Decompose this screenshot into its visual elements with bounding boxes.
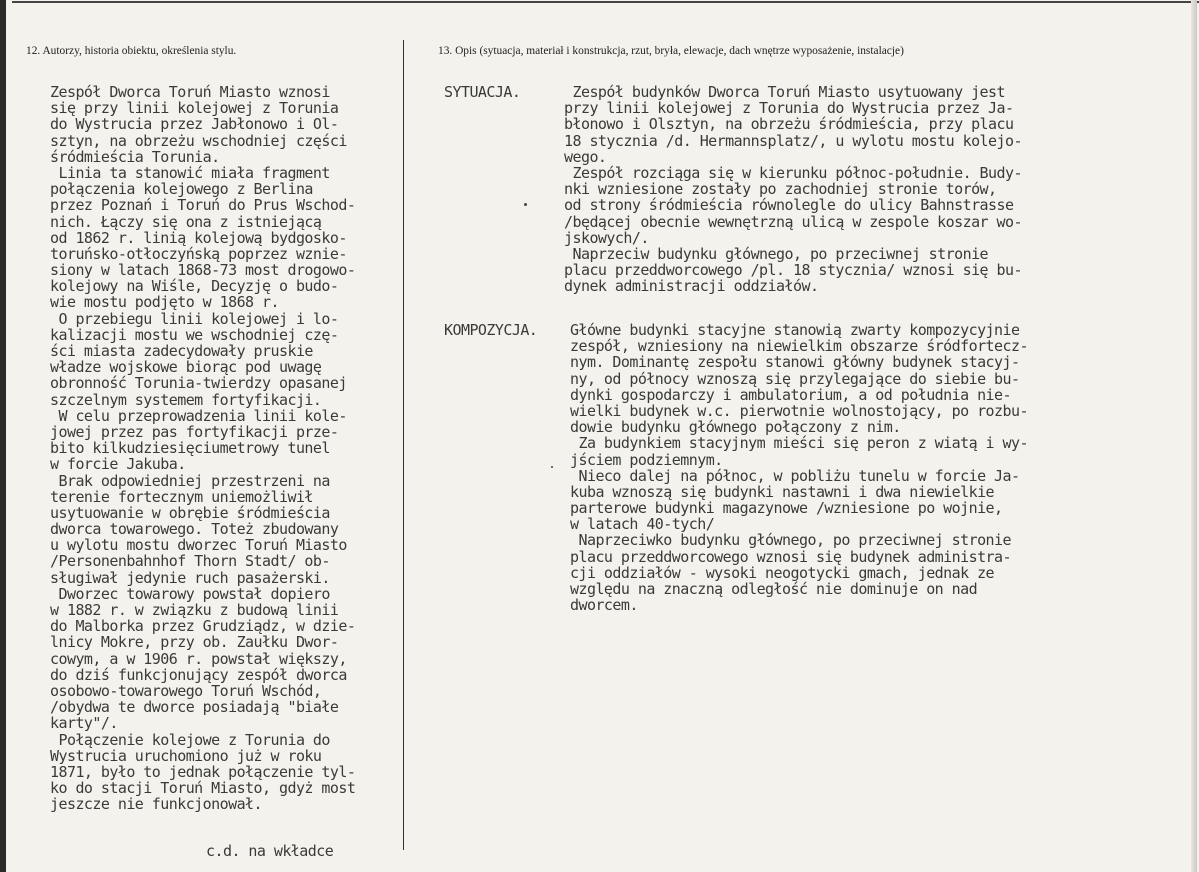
text-line: szczelnym systemem fortyfikacji. — [50, 390, 322, 409]
history-column — [50, 84, 402, 812]
text-line: nich. Łączy się ona z istniejącą — [50, 212, 322, 231]
text-line: ści miasta zadecydowały pruskie — [50, 342, 313, 360]
text-line: usytuowanie w obrębie śródmieścia — [50, 503, 330, 522]
text-line: sługiwał jedynie ruch pasażerski. — [50, 568, 330, 587]
text-line: władze wojskowe biorąc pod uwagę — [50, 358, 322, 377]
page-edge — [1191, 0, 1197, 872]
section-text — [564, 84, 1022, 294]
text-line: W celu przeprowadzenia linii kole- — [50, 406, 347, 425]
section-text — [570, 322, 1028, 613]
text-line: Zespół Dworca Toruń Miasto wznosi — [50, 83, 330, 101]
text-line: toruńsko-otłoczyńską poprzez wznie- — [50, 244, 347, 263]
text-line: dworca towarowego. Toteż zbudowany — [50, 520, 339, 539]
column-divider — [403, 40, 404, 850]
text-line: siony w latach 1868-73 most drogowo- — [50, 261, 356, 280]
text-line: śródmieścia Torunia. — [50, 147, 220, 166]
text-line: placu przeddworcowego wznosi się budynek administra- — [570, 547, 1012, 566]
text-line: 1871, było to jednak połączenie tyl- — [50, 762, 356, 781]
text-line: kalizacji mostu we wschodniej czę- — [50, 325, 339, 344]
text-line: /obydwa te dworce posiadają "białe — [50, 698, 339, 717]
text-line: ko do stacji Toruń Miasto, gdyż most — [50, 779, 356, 798]
text-line: w 1882 r. w związku z budową linii — [50, 601, 339, 619]
text-line: dynek administracji oddziałów. — [564, 277, 819, 296]
text-line: /będącej obecnie wewnętrzną ulicą w zespole koszar wo- — [564, 212, 1022, 231]
text-line: w latach 40-tych/ — [570, 515, 715, 534]
text-line: lnicy Mokre, przy ob. Zaułku Dwor- — [50, 633, 339, 652]
text-line: Główne budynki stacyjne stanowią zwarty kompozycyjnie — [570, 321, 1020, 339]
text-line: Za budynkiem stacyjnym mieści się peron z wiatą i wy- — [570, 434, 1028, 453]
text-line: Wystrucia uruchomiono już w roku — [50, 746, 322, 765]
text-line: osobowo-towarowego Toruń Wschód, — [50, 681, 322, 700]
section-label: KOMPOZYCJA. — [444, 321, 538, 339]
text-line: błonowo i Olsztyn, na obrzeżu śródmieścia, przy placu — [564, 115, 1014, 134]
text-line: jowej przez pas fortyfikacji prze- — [50, 422, 339, 441]
text-line: karty"/. — [50, 714, 118, 733]
text-line: jskowych/. — [564, 228, 649, 247]
text-line: Naprzeciwko budynku głównego, po przeciwnej stronie — [570, 531, 1012, 550]
text-line: obronność Torunia-twierdzy opasanej — [50, 374, 347, 393]
text-line: dynki gospodarczy i ambulatorium, a od południa nie- — [570, 385, 1012, 404]
text-line: wego. — [564, 147, 607, 166]
ink-speck — [524, 203, 527, 206]
text-line: przez Poznań i Toruń do Prus Wschod- — [50, 196, 356, 215]
text-line: względu na znaczną odległość nie dominuje on nad — [570, 580, 978, 598]
text-line: dworcem. — [570, 596, 638, 615]
text-line: do Malborka przez Grudziądz, w dzie- — [50, 617, 356, 636]
text-line: O przebiegu linii kolejowej i lo- — [50, 309, 339, 328]
header-description: 13. Opis (sytuacja, materiał i konstrukcja, rzut, bryła, elewacje, dach wnętrze wyposażenie, instalacje) — [438, 45, 904, 57]
text-line: sztyn, na obrzeżu wschodniej części — [50, 131, 347, 150]
text-line: do Wystrucia przez Jabłonowo i Ol- — [50, 115, 339, 134]
ink-speck — [551, 466, 553, 468]
text-line: terenie fortecznym uniemożliwił — [50, 487, 313, 506]
text-line: przy linii kolejowej z Torunia do Wystrucia przez Ja- — [564, 99, 1014, 118]
text-line: cowym, a w 1906 r. powstał większy, — [50, 649, 347, 668]
text-line: 18 stycznia /d. Hermannsplatz/, u wylotu mostu kolejo- — [564, 131, 1022, 150]
text-line: Brak odpowiedniej przestrzeni na — [50, 471, 330, 490]
text-line: jeszcze nie funkcjonował. — [50, 795, 263, 814]
header-authors-history: 12. Autorzy, historia obiektu, określenia stylu. — [26, 45, 237, 57]
text-line: wielki budynek w.c. pierwotnie wolnostojący, po rozbu- — [570, 401, 1028, 420]
text-line: Dworzec towarowy powstał dopiero — [50, 584, 330, 603]
text-line: Połączenie kolejowe z Torunia do — [50, 730, 330, 749]
text-line: cji oddziałów - wysoki neogotycki gmach, jednak ze — [570, 563, 995, 582]
text-line: kolejowy na Wiśle, Decyzję o budo- — [50, 277, 339, 296]
text-line: /Personenbahnhof Thorn Stadt/ ob- — [50, 552, 330, 571]
text-line: ny, od północy wznoszą się przylegające do siebie bu- — [570, 369, 1020, 388]
text-line: placu przeddworcowego /pl. 18 stycznia/ wznosi się bu- — [564, 261, 1022, 280]
top-rule — [12, 1, 1199, 3]
text-line: połączenia kolejowego z Berlina — [50, 180, 313, 199]
text-line: w forcie Jakuba. — [50, 455, 186, 474]
text-line: wie mostu podjęto w 1868 r. — [50, 293, 279, 312]
text-line: jściem podziemnym. — [570, 450, 723, 469]
text-line: zespół, wzniesiony na niewielkim obszarze śródfortecz- — [570, 337, 1028, 356]
text-line: od strony śródmieścia równolegle do ulicy Bahnstrasse — [564, 196, 1014, 215]
text-line: od 1862 r. linią kolejową bydgosko- — [50, 228, 347, 247]
text-line: kuba wznoszą się budynki nastawni i dwa niewielkie — [570, 482, 995, 501]
text-line: Zespół budynków Dworca Toruń Miasto usytuowany jest — [564, 83, 1006, 101]
text-line: bito kilkudziesięciumetrowy tunel — [50, 439, 330, 458]
text-line: u wylotu mostu dworzec Toruń Miasto — [50, 536, 347, 555]
text-line: Nieco dalej na północ, w pobliżu tunelu w forcie Ja- — [570, 466, 1020, 485]
text-line: nym. Dominantę zespołu stanowi główny budynek stacyj- — [570, 353, 1020, 372]
section-label: SYTUACJA. — [444, 83, 521, 101]
text-line: Linia ta stanowić miała fragment — [50, 163, 330, 182]
text-line: nki wzniesione zostały po zachodniej stronie torów, — [564, 180, 997, 199]
text-line: parterowe budynki magazynowe /wzniesione po wojnie, — [570, 499, 1003, 518]
text-line: Zespół rozciąga się w kierunku północ-południe. Budy- — [564, 163, 1022, 182]
text-line: Naprzeciw budynku głównego, po przeciwnej stronie — [564, 244, 989, 263]
text-line: do dziś funkcjonujący zespół dworca — [50, 665, 347, 684]
text-line: dowie budynku głównego połączony z nim. — [570, 418, 901, 437]
text-line: się przy linii kolejowej z Torunia — [50, 99, 339, 118]
continuation-note: c.d. na wkładce — [206, 842, 334, 860]
